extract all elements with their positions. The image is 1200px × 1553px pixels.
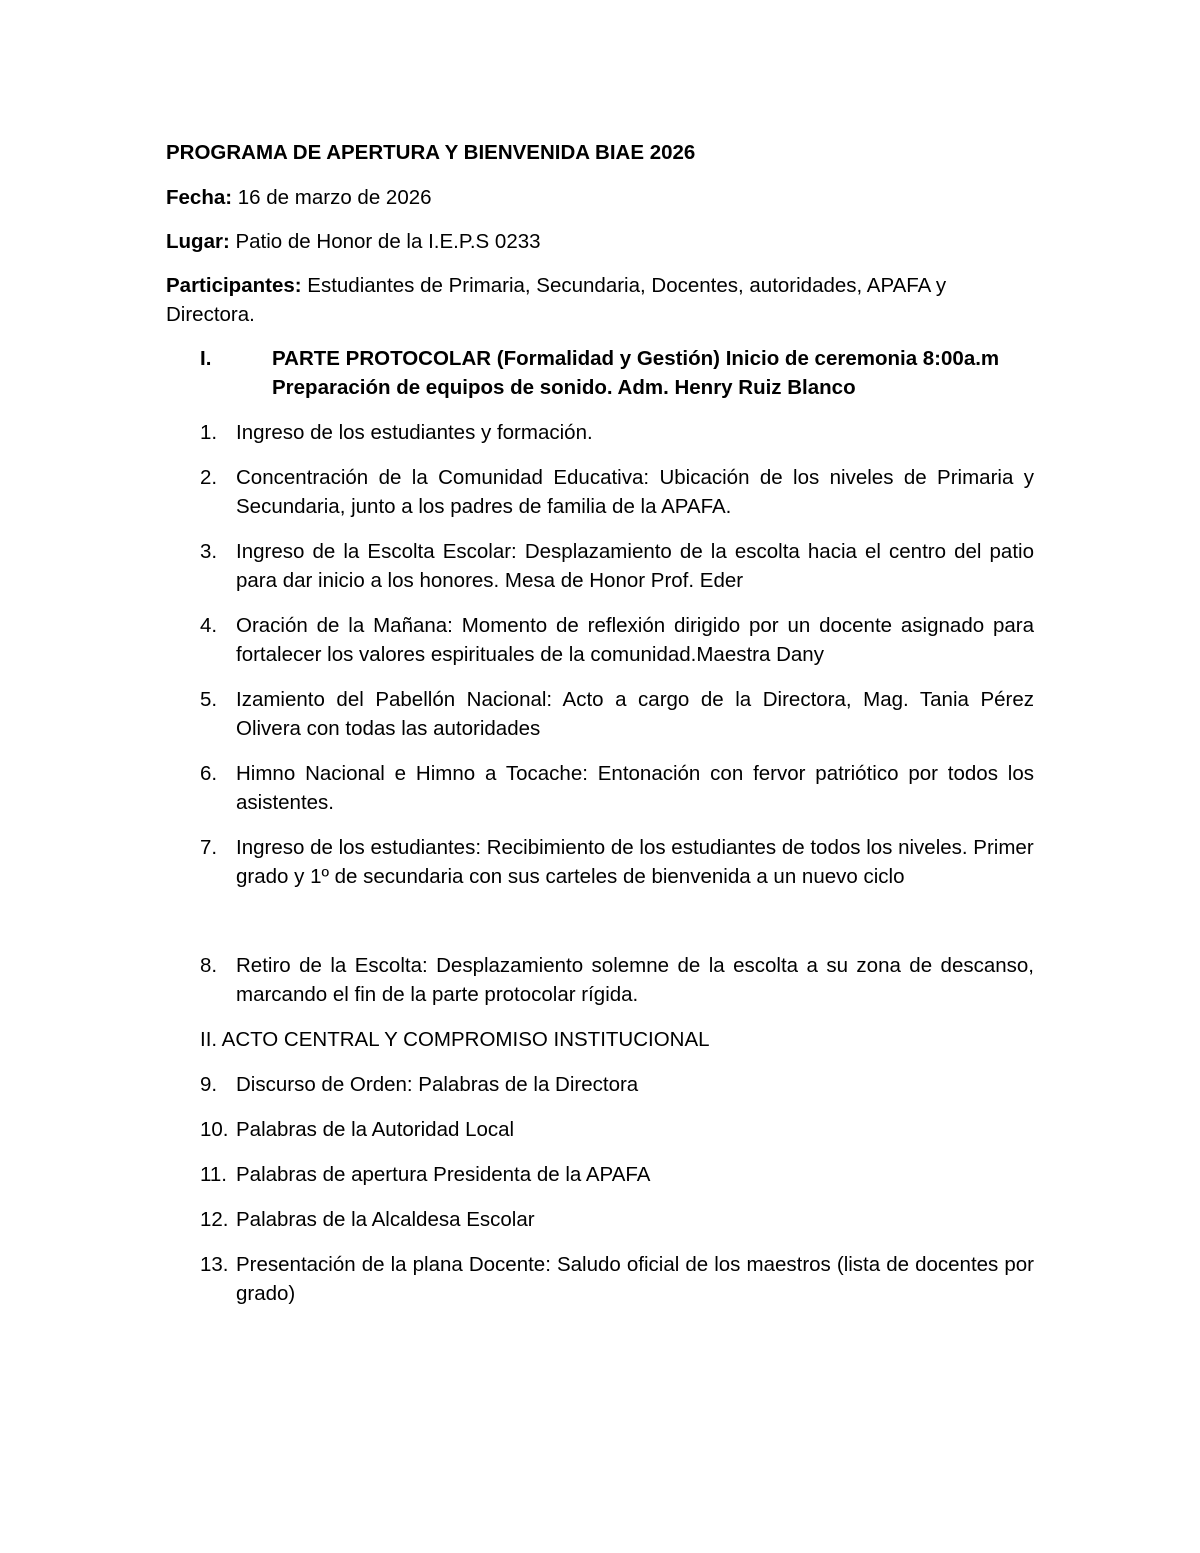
- program-list-part1: [166, 418, 1034, 1009]
- list-item: [166, 685, 1034, 743]
- participantes-label: Participantes:: [166, 274, 302, 297]
- list-item-text: Palabras de la Alcaldesa Escolar: [236, 1208, 535, 1231]
- list-item-number: 4.: [200, 614, 218, 637]
- list-item-number: 2.: [200, 466, 218, 489]
- section-ii-heading: II. ACTO CENTRAL Y COMPROMISO INSTITUCIONAL: [200, 1028, 710, 1051]
- section-i-heading: [166, 344, 1034, 402]
- list-item: [166, 611, 1034, 669]
- section-i-numeral: I.: [200, 347, 212, 370]
- list-item-text: Oración de la Mañana: Momento de reflexión dirigido por un docente asignado para fortalecer los valores espirituales de la comunidad.Maestra Dany: [236, 614, 1034, 666]
- list-item: [166, 1115, 1034, 1144]
- list-item: [166, 1160, 1034, 1189]
- blank-spacer: [166, 907, 1034, 951]
- list-item-text: Concentración de la Comunidad Educativa: Ubicación de los niveles de Primaria y Secundaria, junto a los padres de familia de la APAFA.: [236, 466, 1034, 518]
- list-item-number: 12.: [200, 1208, 229, 1231]
- list-item-text: Retiro de la Escolta: Desplazamiento solemne de la escolta a su zona de descanso, marcando el fin de la parte protocolar rígida.: [236, 954, 1034, 1006]
- list-item-text: Izamiento del Pabellón Nacional: Acto a cargo de la Directora, Mag. Tania Pérez Olivera con todas las autoridades: [236, 688, 1034, 740]
- lugar-value: Patio de Honor de la I.E.P.S 0233: [229, 230, 541, 253]
- list-item: [166, 418, 1034, 447]
- list-item-text: Himno Nacional e Himno a Tocache: Entonación con fervor patriótico por todos los asistentes.: [236, 762, 1034, 814]
- list-item: [166, 1205, 1034, 1234]
- list-item-text: Ingreso de la Escolta Escolar: Desplazamiento de la escolta hacia el centro del patio para dar inicio a los honores. Mesa de Honor Prof. Eder: [236, 540, 1034, 592]
- lugar-line: [166, 227, 1034, 256]
- document-title: PROGRAMA DE APERTURA Y BIENVENIDA BIAE 2026: [166, 141, 696, 164]
- list-item: [166, 463, 1034, 521]
- list-item-number: 1.: [200, 421, 218, 444]
- list-item-number: 5.: [200, 688, 218, 711]
- list-item-text: Palabras de la Autoridad Local: [236, 1118, 515, 1141]
- fecha-line: [166, 183, 1034, 212]
- list-item-text: Palabras de apertura Presidenta de la APAFA: [236, 1163, 651, 1186]
- participantes-line: [166, 271, 1034, 329]
- fecha-label: Fecha:: [166, 186, 233, 209]
- list-item-text: Discurso de Orden: Palabras de la Directora: [236, 1073, 639, 1096]
- participantes-value: Estudiantes de Primaria, Secundaria, Docentes, autoridades, APAFA y Directora.: [166, 274, 947, 326]
- list-item: [166, 951, 1034, 1009]
- list-item-number: 11.: [200, 1163, 227, 1186]
- list-item-text: Ingreso de los estudiantes y formación.: [236, 421, 593, 444]
- list-item: [166, 759, 1034, 817]
- list-item-number: 8.: [200, 954, 218, 977]
- list-item-number: 9.: [200, 1073, 218, 1096]
- section-i-heading-line2: Preparación de equipos de sonido. Adm. Henry Ruiz Blanco: [272, 376, 856, 399]
- document-page: [166, 138, 1034, 1324]
- program-list-part2: [166, 1070, 1034, 1308]
- list-item-number: 6.: [200, 762, 218, 785]
- list-item-number: 13.: [200, 1253, 229, 1276]
- fecha-value: 16 de marzo de 2026: [232, 186, 432, 209]
- list-item: [166, 1250, 1034, 1308]
- lugar-label: Lugar:: [166, 230, 230, 253]
- list-item-number: 10.: [200, 1118, 229, 1141]
- section-i-heading-line1: PARTE PROTOCOLAR (Formalidad y Gestión) Inicio de ceremonia 8:00a.m: [272, 347, 1000, 370]
- list-item: [166, 833, 1034, 891]
- list-item-number: 3.: [200, 540, 218, 563]
- list-item-text: Ingreso de los estudiantes: Recibimiento de los estudiantes de todos los niveles. Primer grado y 1º de secundaria con sus carteles de bienvenida a un nuevo ciclo: [236, 836, 1034, 888]
- list-item: [166, 1070, 1034, 1099]
- list-item: [166, 537, 1034, 595]
- list-item-number: 7.: [200, 836, 218, 859]
- list-item-text: Presentación de la plana Docente: Saludo oficial de los maestros (lista de docentes por grado): [236, 1253, 1034, 1305]
